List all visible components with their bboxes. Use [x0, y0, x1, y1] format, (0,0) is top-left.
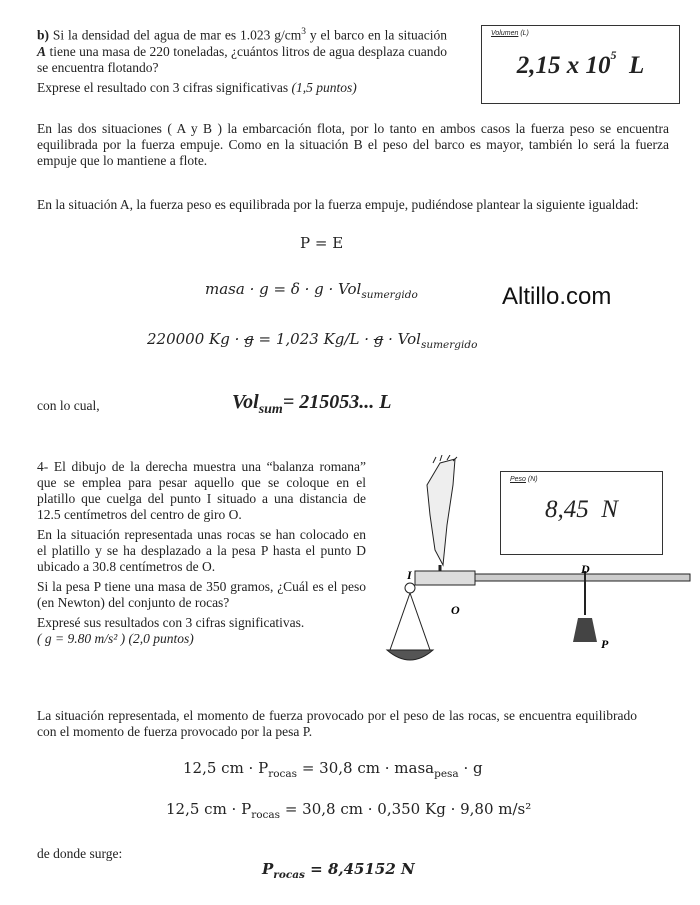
question-b: [37, 24, 447, 96]
equation: [147, 330, 477, 351]
fraction: Kg/L: [323, 330, 360, 348]
subscript: rocas: [273, 869, 305, 881]
volume-result: [232, 391, 391, 418]
result-text: Vol: [232, 391, 259, 413]
equation-text: 12,5 cm · P: [166, 800, 252, 818]
question-text: Si la densidad del agua de mar es 1.023 g/cm: [52, 27, 302, 43]
label-I: I: [407, 568, 412, 582]
subscript: sumergido: [361, 289, 418, 301]
cancelled-g: g: [373, 330, 384, 348]
result-text: P: [262, 860, 274, 878]
question-text: 4- El dibujo de la derecha muestra una “balanza romana” que se emplea para pesar aquello que se coloque en el platillo que cuelga del punto I situado a una distancia de 12.5 centímetros del centro de giro O.: [37, 459, 366, 522]
pan-with-rocks: [387, 650, 433, 660]
subscript: sumergido: [420, 339, 478, 351]
beam-thick: [415, 571, 475, 585]
question-4: [37, 459, 366, 647]
exponent: 3: [301, 27, 306, 37]
hook-I: [405, 583, 415, 593]
equation: [166, 800, 531, 821]
question-text: Exprese el resultado con 3 cifras significativas: [37, 79, 289, 95]
equation-text: masa · g = δ · g · Vol: [205, 280, 362, 298]
subscript: sum: [258, 402, 283, 417]
question-text: Expresé sus resultados con 3 cifras significativas.: [37, 615, 305, 630]
equation-text: 12,5 cm · P: [183, 759, 269, 777]
equation-text: = 30,8 cm · masa: [297, 759, 435, 777]
watermark: Altillo.com: [502, 283, 612, 310]
answer-value: 2,15 x 10: [516, 52, 611, 79]
equation-text: = 1,023: [253, 330, 324, 348]
text: con lo cual,: [37, 398, 100, 413]
label-O: O: [451, 603, 460, 617]
box-label: Peso: [510, 476, 526, 483]
question-text: ( g = 9.80 m/s² ) (2,0 puntos): [37, 631, 194, 646]
label-D: D: [581, 562, 590, 576]
question-text: Si la pesa P tiene una masa de 350 gramos, ¿Cuál es el peso (en Newton) del conjunto de rocas?: [37, 579, 366, 610]
equation-text: 220000 Kg ·: [147, 330, 245, 348]
box-unit-label: (L): [520, 30, 529, 37]
cancelled-g: g: [244, 330, 254, 348]
answer-value: 8,45 N: [545, 496, 618, 523]
hand-illustration: [427, 459, 455, 565]
paragraph: En las dos situaciones ( A y B ) la embarcación flota, por lo tanto en ambos casos la fuerza peso se encuentra equilibrada por la fuerza empuje. Como en la situación B el peso del barco es mayor, también lo será la fuerza empuje que lo mantiene a flote.: [37, 121, 669, 168]
equation: [205, 280, 418, 301]
answer-box-weight: [500, 471, 663, 555]
box-label: Volumen: [491, 30, 519, 37]
question-text: tiene una masa de 220 toneladas, ¿cuántos litros de agua desplaza cuando se encuentra flotando?: [37, 43, 448, 75]
result-text: = 215053... L: [282, 391, 392, 413]
subscript: rocas: [268, 768, 298, 780]
situation-label: A: [37, 43, 47, 59]
equation: [183, 759, 483, 780]
weight-P: [573, 618, 597, 642]
equation: P = E: [300, 234, 344, 252]
result-text: = 8,45152 N: [304, 860, 415, 878]
equation-text: ·: [359, 330, 374, 348]
exponent: 5: [610, 48, 617, 62]
equation-text: = 30,8 cm · 0,350 Kg · 9,80 m/s²: [280, 800, 532, 818]
answer-unit: L: [628, 52, 645, 79]
paragraph: En la situación A, la fuerza peso es equilibrada por la fuerza empuje, pudiéndose plantear la siguiente igualdad:: [37, 197, 639, 212]
subscript: rocas: [251, 809, 281, 821]
text: de donde surge:: [37, 846, 123, 861]
equation-text: · Vol: [383, 330, 421, 348]
subscript: pesa: [434, 768, 459, 780]
points: (1,5 puntos): [291, 79, 357, 95]
equation-text: · g: [458, 759, 483, 777]
label-P: P: [601, 637, 609, 651]
question-text: y el barco en la situación: [309, 27, 447, 43]
box-unit-label: (N): [527, 476, 538, 483]
answer-box-volume: [481, 25, 680, 104]
paragraph: La situación representada, el momento de fuerza provocado por el peso de las rocas, se encuentra equilibrado con el momento de fuerza provocado por la pesa P.: [37, 708, 637, 739]
question-label: b): [37, 27, 50, 43]
final-result: [262, 860, 415, 881]
question-text: En la situación representada unas rocas se han colocado en el platillo y se ha desplazado a la pesa P hasta el punto D ubicado a 30.8 centímetros de O.: [37, 527, 366, 574]
